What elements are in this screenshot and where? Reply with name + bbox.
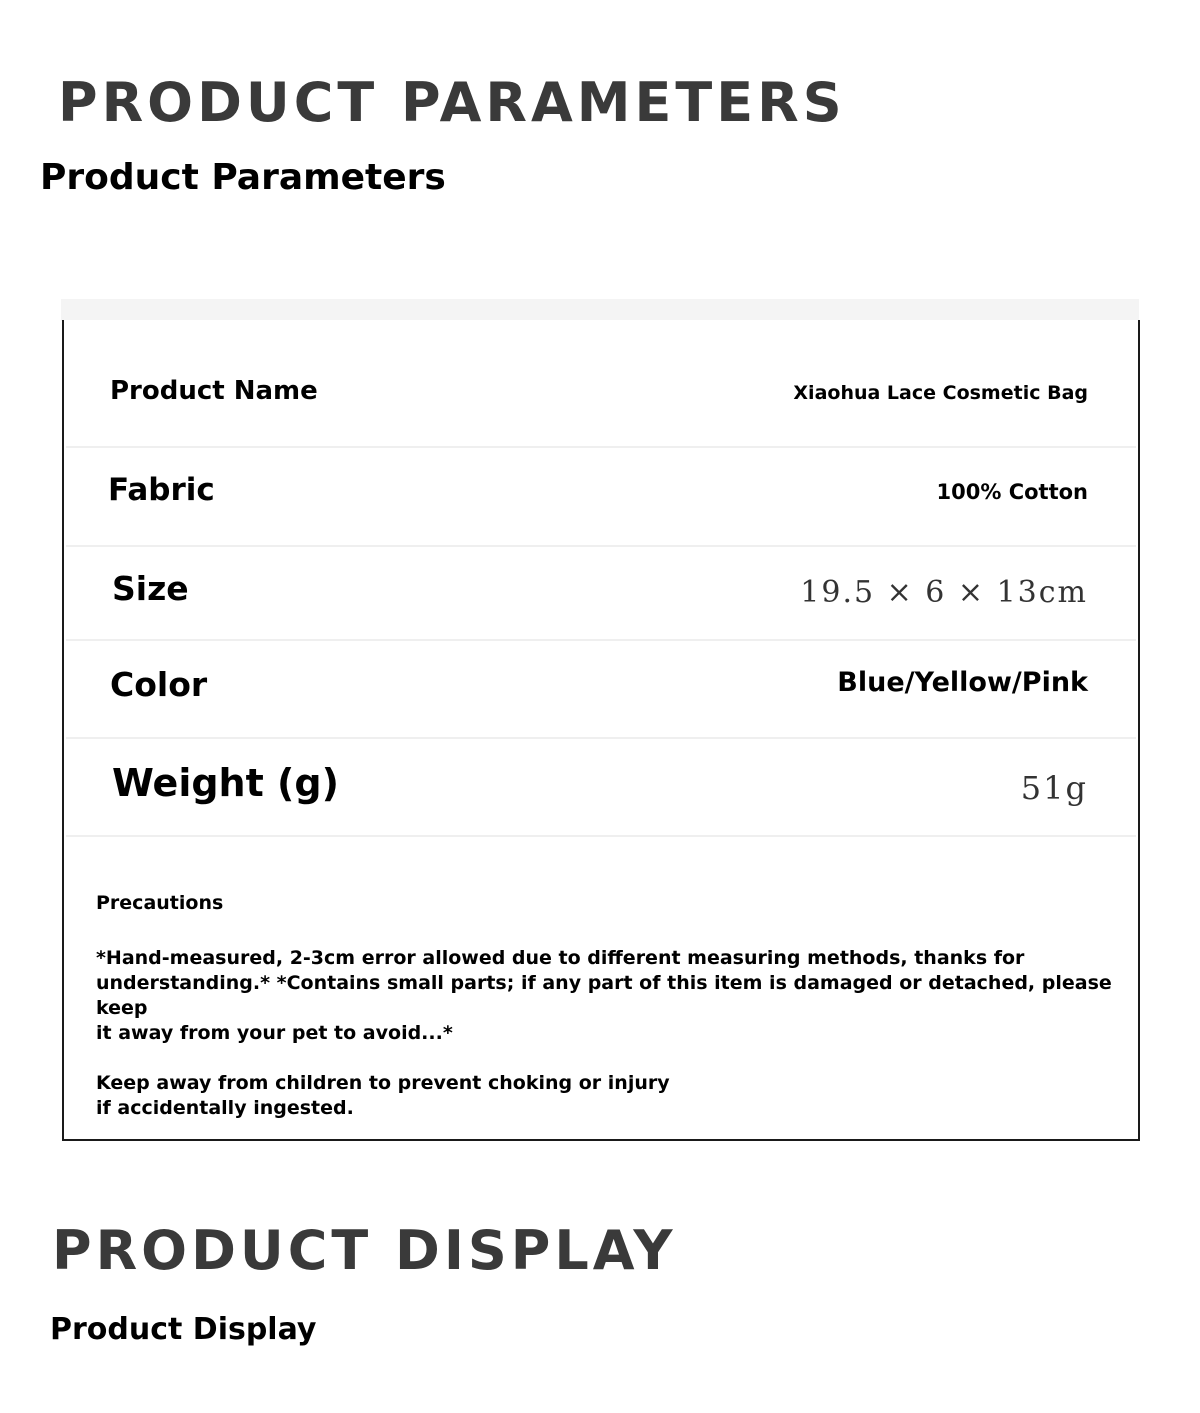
spec-row-size [66, 547, 1136, 641]
spec-label-weight: Weight (g) [112, 761, 339, 805]
precautions-line: if accidentally ingested. [96, 1097, 354, 1119]
spec-row-weight [66, 739, 1136, 837]
precautions-heading: Precautions [96, 892, 224, 914]
spec-row-product-name [66, 320, 1136, 448]
spec-value-weight: 51g [1020, 769, 1088, 807]
spec-label-color: Color [110, 665, 208, 704]
spec-row-fabric [66, 448, 1136, 547]
spec-label-fabric: Fabric [108, 472, 215, 508]
spec-label-size: Size [112, 569, 189, 608]
precautions-paragraph-1 [96, 946, 1116, 1046]
spec-label-product-name: Product Name [110, 376, 318, 406]
precautions-line: *Hand-measured, 2-3cm error allowed due to different measuring methods, thanks for [96, 947, 1025, 969]
spec-row-color [66, 641, 1136, 739]
display-title: Product Display [50, 1312, 317, 1347]
parameters-decorative-title: PRODUCT PARAMETERS [58, 71, 846, 134]
precautions-line: it away from your pet to avoid...* [96, 1022, 453, 1044]
display-decorative-title: PRODUCT DISPLAY [52, 1219, 677, 1282]
spec-value-color: Blue/Yellow/Pink [837, 667, 1088, 698]
spec-value-fabric: 100% Cotton [936, 480, 1088, 504]
parameters-title: Product Parameters [40, 157, 446, 198]
precautions-block [96, 890, 1116, 1146]
precautions-line: understanding.* *Contains small parts; if any part of this item is damaged or detached, please keep [96, 972, 1112, 1019]
spec-table [62, 320, 1140, 1141]
spec-value-size: 19.5 × 6 × 13cm [800, 575, 1088, 610]
precautions-line: Keep away from children to prevent choking or injury [96, 1072, 670, 1094]
spec-value-product-name: Xiaohua Lace Cosmetic Bag [793, 382, 1088, 404]
spec-table-header-bar [61, 299, 1139, 321]
precautions-paragraph-2 [96, 1071, 1116, 1121]
